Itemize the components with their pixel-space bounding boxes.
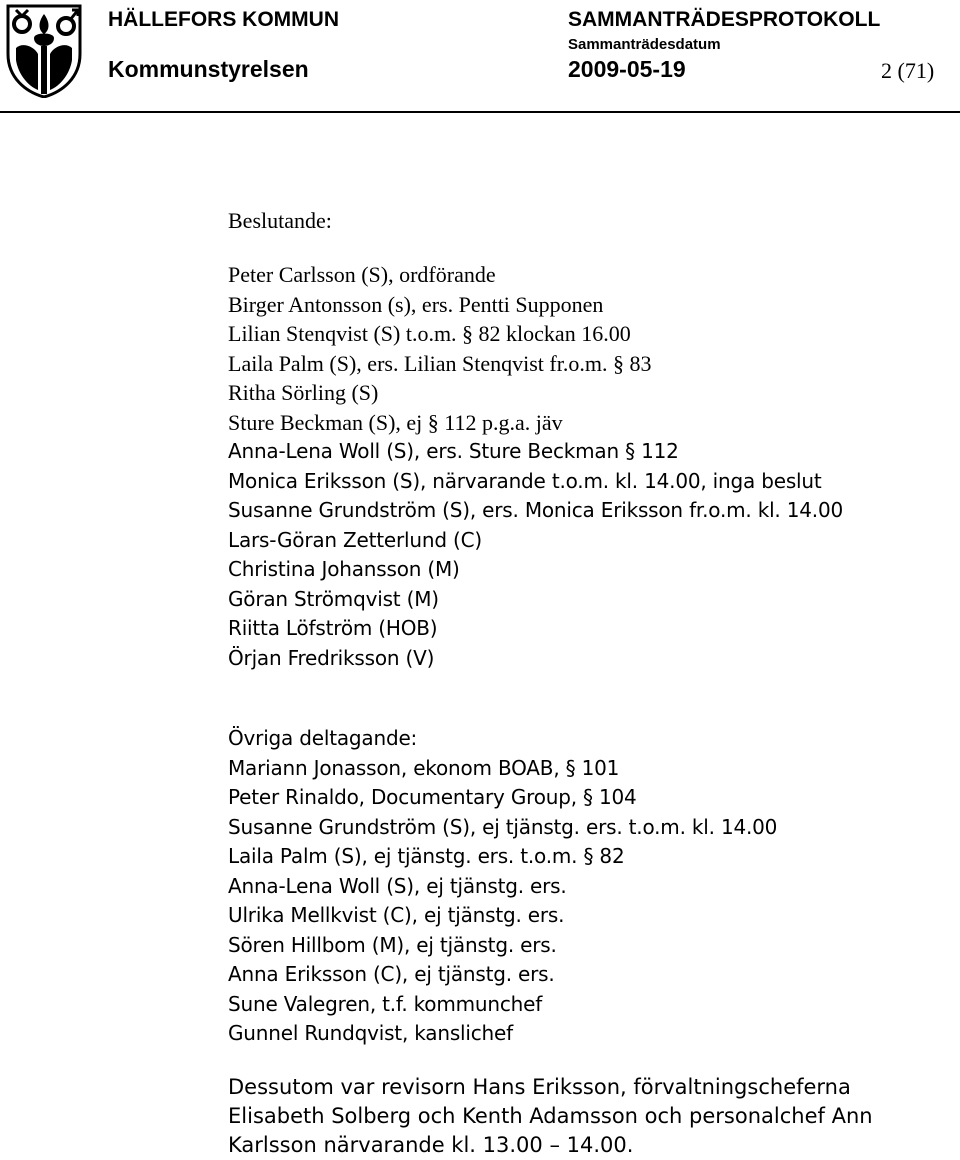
list-item: Ulrika Mellkvist (C), ej tjänstg. ers. (228, 903, 565, 927)
list-item: Gunnel Rundqvist, kanslichef (228, 1021, 513, 1045)
municipality-name: HÄLLEFORS KOMMUN (108, 8, 339, 31)
page-number: 2 (71) (881, 58, 935, 83)
committee-name: Kommunstyrelsen (108, 56, 309, 82)
other-participants-heading: Övriga deltagande: (228, 726, 418, 750)
list-item: Riitta Löfström (HOB) (228, 616, 438, 640)
document-type: SAMMANTRÄDESPROTOKOLL (568, 8, 881, 31)
list-item: Göran Strömqvist (M) (228, 586, 439, 611)
municipality-coat-of-arms-logo (4, 2, 84, 98)
list-item: Susanne Grundström (S), ej tjänstg. ers. t.o.m. kl. 14.00 (228, 814, 778, 839)
list-item: Sture Beckman (S), ej § 112 p.g.a. jäv (228, 409, 563, 435)
list-item: Lilian Stenqvist (S) t.o.m. § 82 klockan 16.00 (228, 321, 631, 346)
other-participants-list (228, 724, 777, 1049)
list-item: Laila Palm (S), ej tjänstg. ers. t.o.m. § 82 (228, 844, 625, 868)
list-item: Ritha Sörling (S) (228, 380, 379, 405)
list-item: Anna-Lena Woll (S), ers. Sture Beckman § 112 (228, 439, 679, 463)
meeting-date: 2009-05-19 (568, 56, 686, 82)
list-item: Örjan Fredriksson (V) (228, 645, 435, 670)
list-item: Lars-Göran Zetterlund (C) (228, 527, 482, 552)
list-item: Peter Carlsson (S), ordförande (228, 262, 496, 287)
decision-makers-heading: Beslutande: (228, 208, 332, 233)
list-item: Sune Valegren, t.f. kommunchef (228, 991, 543, 1016)
list-item: Anna-Lena Woll (S), ej tjänstg. ers. (228, 873, 567, 898)
list-item: Peter Rinaldo, Documentary Group, § 104 (228, 785, 637, 809)
decision-makers-list (228, 260, 843, 673)
list-item: Christina Johansson (M) (228, 557, 460, 581)
list-item: Sören Hillbom (M), ej tjänstg. ers. (228, 932, 557, 957)
list-item: Laila Palm (S), ers. Lilian Stenqvist fr.o.m. § 83 (228, 350, 652, 376)
list-item: Mariann Jonasson, ekonom BOAB, § 101 (228, 755, 620, 780)
list-item: Birger Antonsson (s), ers. Pentti Supponen (228, 291, 604, 317)
list-item: Monica Eriksson (S), närvarande t.o.m. kl. 14.00, inga beslut (228, 468, 822, 493)
meeting-date-label: Sammanträdesdatum (568, 36, 721, 53)
header-divider (0, 111, 960, 113)
list-item: Anna Eriksson (C), ej tjänstg. ers. (228, 962, 555, 986)
additional-attendees-note: Dessutom var revisorn Hans Eriksson, förvaltningscheferna Elisabeth Solberg och Kenth Adamsson och personalchef Ann Karlsson närvarande kl. 13.00 – 14.00. (228, 1075, 873, 1157)
list-item: Susanne Grundström (S), ers. Monica Eriksson fr.o.m. kl. 14.00 (228, 498, 844, 522)
